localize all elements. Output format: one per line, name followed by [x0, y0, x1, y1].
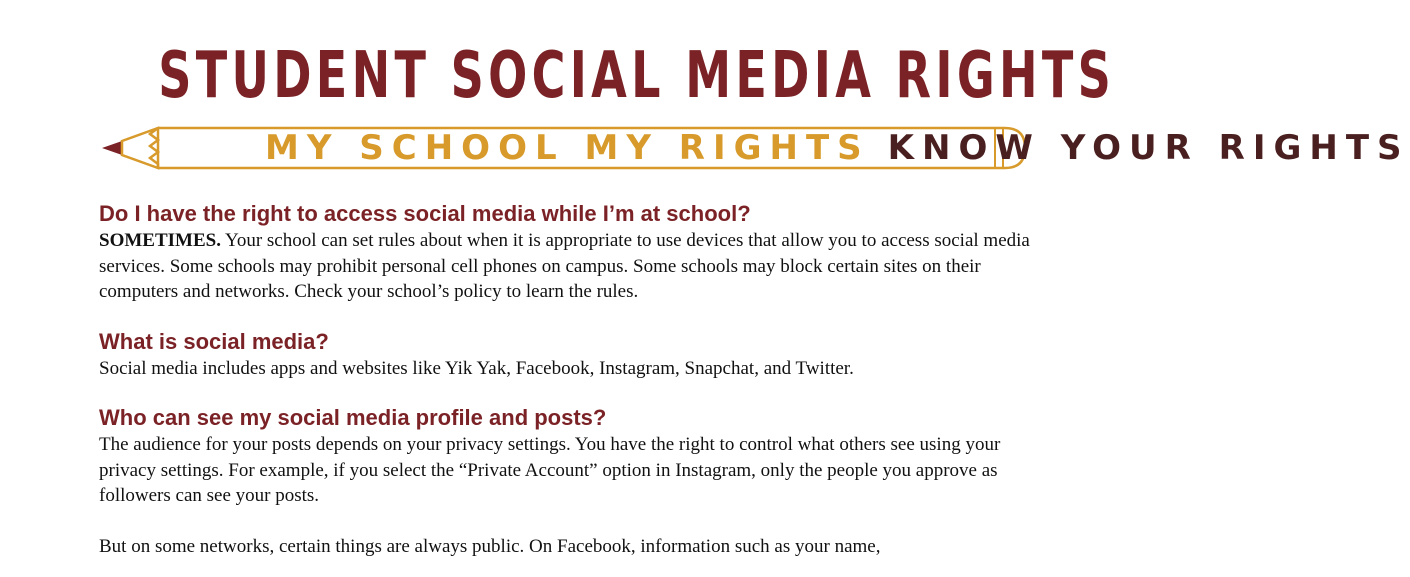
section-definition: [99, 328, 1039, 382]
document-body: [99, 200, 1039, 577]
section-paragraph: Social media includes apps and websites like Yik Yak, Facebook, Instagram, Snapchat, and Twitter.: [99, 357, 854, 379]
section-paragraph: But on some networks, certain things are always public. On Facebook, information such as your name,: [99, 535, 881, 557]
section-paragraph: [99, 228, 1039, 305]
section-paragraph: The audience for your posts depends on your privacy settings. You have the right to control what others see using your privacy settings. For example, if you select the “Private Account” option in Instagram, only the people you approve as followers can see your posts.: [99, 434, 1001, 506]
answer-lead: SOMETIMES.: [99, 230, 221, 251]
section-heading: Who can see my social media profile and posts?: [99, 405, 607, 430]
pencil-banner: [100, 124, 1410, 172]
page-title: STUDENT SOCIAL MEDIA RIGHTS: [158, 39, 1116, 113]
paragraph-text: Your school can set rules about when it is appropriate to use devices that allow you to access social media services. Some schools may prohibit personal cell phones on campus. Some schools may block certain sites on their computers and networks. Check your school’s policy to learn the rules.: [99, 230, 1030, 302]
section-heading: What is social media?: [99, 328, 329, 354]
tagline-my-school: MY SCHOOL MY RIGHTS: [265, 128, 870, 168]
section-access: [99, 200, 1039, 305]
section-heading: Do I have the right to access social media while I’m at school?: [99, 201, 751, 226]
section-privacy: [99, 404, 1039, 559]
tagline-know-your-rights: KNOW YOUR RIGHTS: [887, 128, 1410, 168]
